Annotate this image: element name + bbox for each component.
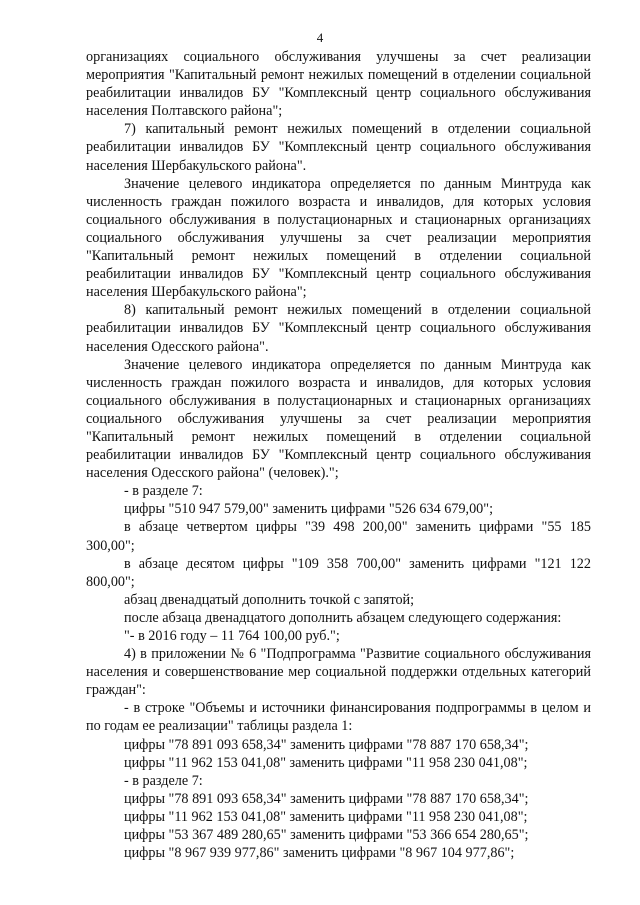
paragraph-12: "- в 2016 году – 11 764 100,00 руб."; <box>124 628 340 644</box>
paragraph-3: Значение целевого индикатора определяется по данным Минтруда как численность граждан пожилого возраста и инвалидов, для которых условия социального обслуживания в полустационарных и стационарных организациях социального обслуживания улучшены за счет реализации мероприятия "Капитальный ремонт нежилых помещений в отделении социальной реабилитации инвалидов БУ "Комплексный центр социального обслуживания населения Шербакульского района"; <box>86 175 591 301</box>
paragraph-11: после абзаца двенадцатого дополнить абзацем следующего содержания: <box>124 609 562 626</box>
document-body <box>86 48 591 862</box>
paragraph-16: цифры "11 962 153 041,08" заменить цифрами "11 958 230 041,08"; <box>124 754 528 771</box>
page-number: 4 <box>316 30 324 45</box>
paragraph-17: - в разделе 7: <box>124 772 203 789</box>
paragraph-13: 4) в приложении № 6 "Подпрограмма "Развитие социального обслуживания населения и совершенствование мер социальной поддержки отдельных категорий граждан": <box>86 646 591 699</box>
paragraph-14: - в строке "Объемы и источники финансирования подпрограммы в целом и по годам ее реализации" таблицы раздела 1: <box>86 700 591 735</box>
paragraph-8: в абзаце четвертом цифры "39 498 200,00" заменить цифрами "55 185 300,00"; <box>86 519 591 554</box>
paragraph-5: Значение целевого индикатора определяется по данным Минтруда как численность граждан пожилого возраста и инвалидов, для которых условия социального обслуживания в полустационарных и стационарных организациях социального обслуживания улучшены за счет реализации мероприятия "Капитальный ремонт нежилых помещений в отделении социальной реабилитации инвалидов БУ "Комплексный центр социального обслуживания населения Одесского района" (человек)."; <box>86 356 591 482</box>
paragraph-7: цифры "510 947 579,00" заменить цифрами "526 634 679,00"; <box>124 501 494 518</box>
paragraph-2: 7) капитальный ремонт нежилых помещений в отделении социальной реабилитации инвалидов БУ "Комплексный центр социального обслуживания населения Шербакульского района". <box>86 121 591 174</box>
paragraph-1: организациях социального обслуживания улучшены за счет реализации мероприятия "Капитальный ремонт нежилых помещений в отделении социальной реабилитации инвалидов БУ "Комплексный центр социального обслуживания населения Полтавского района"; <box>86 49 591 120</box>
paragraph-10: абзац двенадцатый дополнить точкой с запятой; <box>124 591 415 608</box>
paragraph-18: цифры "78 891 093 658,34" заменить цифрами "78 887 170 658,34"; <box>124 790 529 807</box>
paragraph-6: - в разделе 7: <box>124 483 203 500</box>
paragraph-15: цифры "78 891 093 658,34" заменить цифрами "78 887 170 658,34"; <box>124 736 529 753</box>
paragraph-19: цифры "11 962 153 041,08" заменить цифрами "11 958 230 041,08"; <box>124 808 528 825</box>
paragraph-20: цифры "53 367 489 280,65" заменить цифрами "53 366 654 280,65"; <box>124 827 529 844</box>
paragraph-4: 8) капитальный ремонт нежилых помещений в отделении социальной реабилитации инвалидов БУ "Комплексный центр социального обслуживания населения Одесского района". <box>86 302 591 355</box>
paragraph-21: цифры "8 967 939 977,86" заменить цифрами "8 967 104 977,86"; <box>124 845 515 862</box>
paragraph-9: в абзаце десятом цифры "109 358 700,00" заменить цифрами "121 122 800,00"; <box>86 555 591 590</box>
